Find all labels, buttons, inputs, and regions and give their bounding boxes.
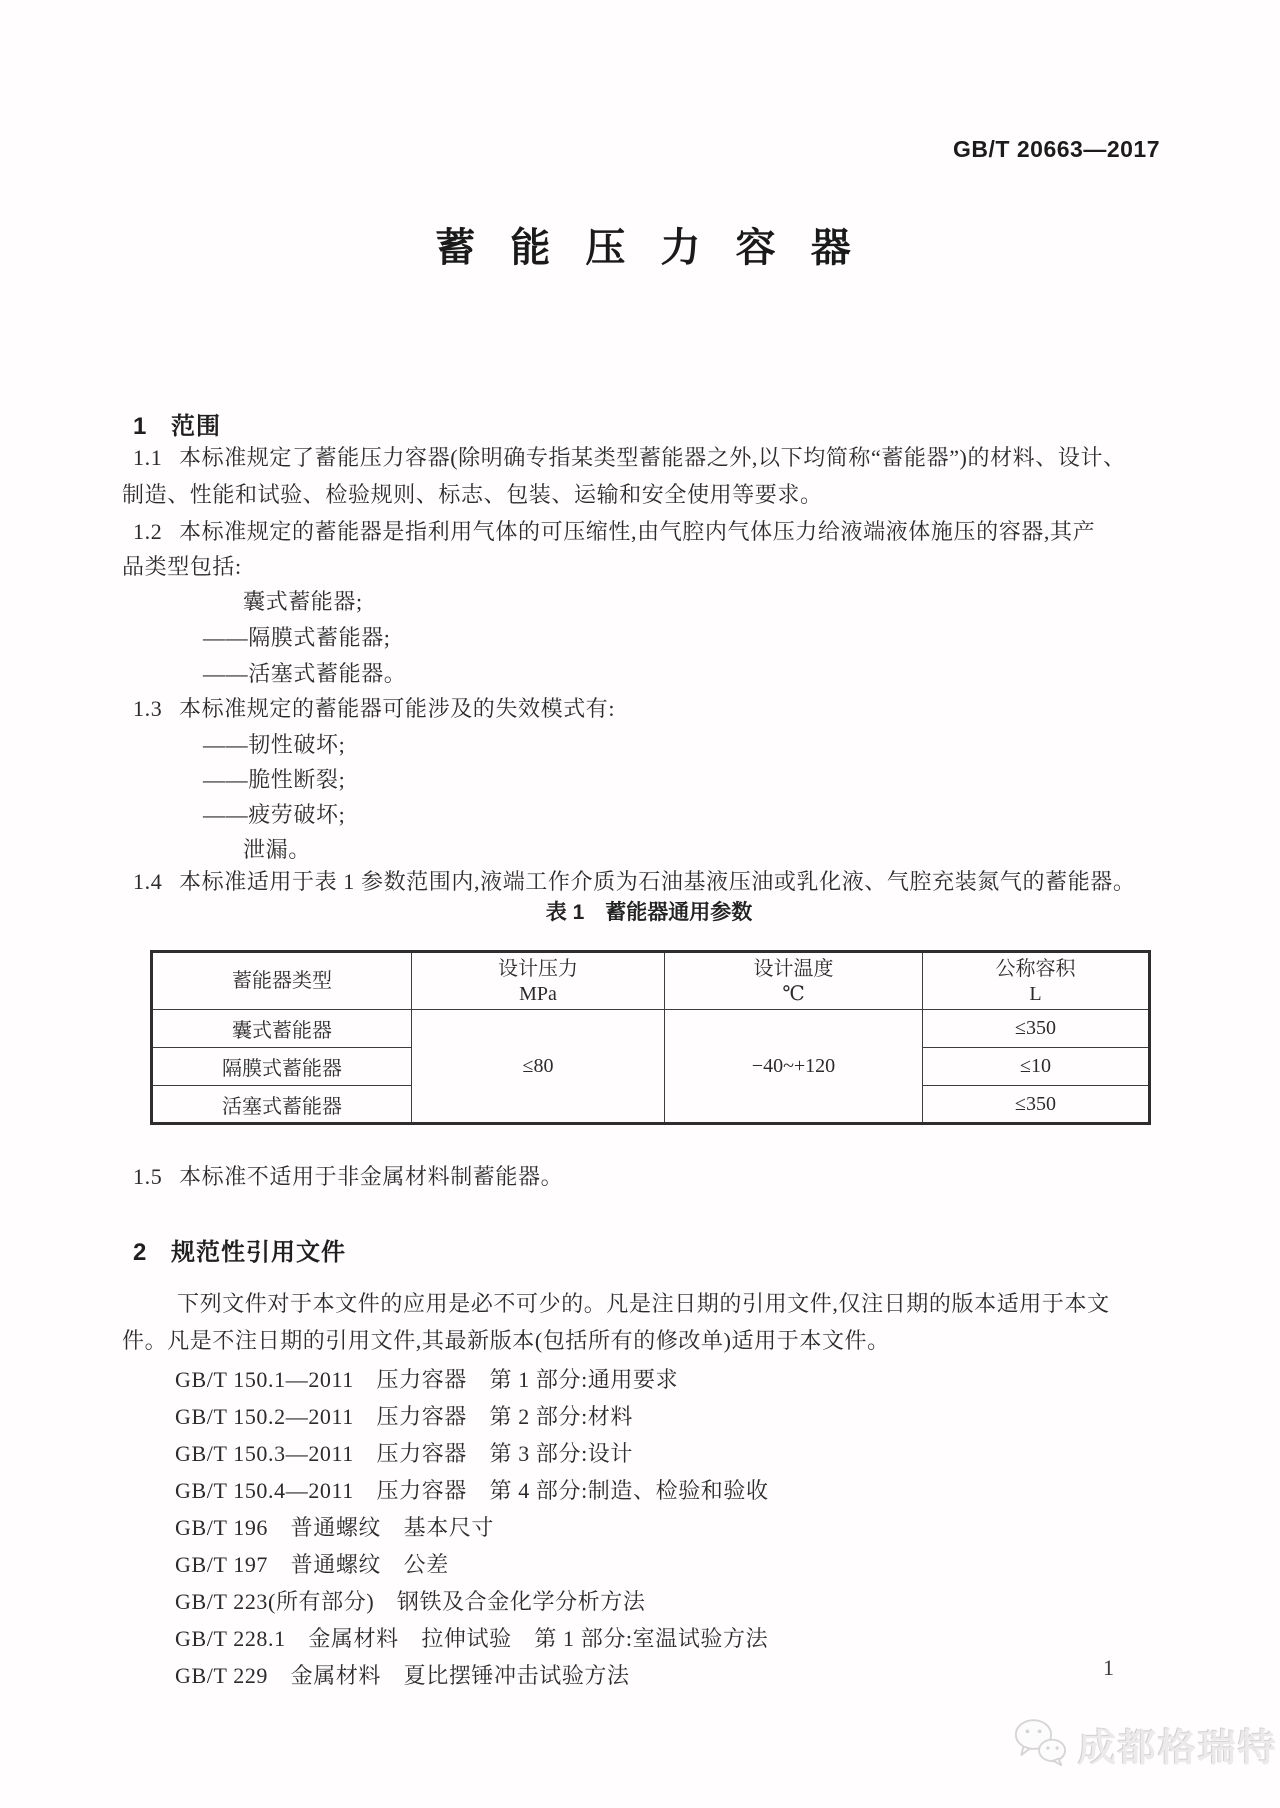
clause-number: 1.5	[133, 1164, 163, 1189]
cell-design-temperature: −40~+120	[665, 1010, 923, 1124]
cell-type-bladder: 囊式蓄能器	[152, 1010, 412, 1048]
reference-item: GB/T 150.1—2011 压力容器 第 1 部分:通用要求	[175, 1367, 679, 1392]
failure-item-leak: 泄漏。	[243, 837, 311, 862]
watermark-text: 成都格瑞特	[1078, 1728, 1279, 1770]
cell-volume-piston: ≤350	[923, 1086, 1150, 1124]
clause-text: 本标准规定了蓄能压力容器(除明确专指某类型蓄能器之外,以下均简称“蓄能器”)的材料、设计、	[179, 445, 1126, 470]
col-unit: ℃	[782, 983, 805, 1005]
col-unit: MPa	[519, 983, 557, 1005]
col-unit: L	[1029, 983, 1042, 1005]
type-list-item-diaphragm: ——隔膜式蓄能器;	[203, 625, 391, 650]
failure-item-brittle: ——脆性断裂;	[203, 767, 346, 792]
col-header-type	[152, 952, 412, 1010]
standard-code: GB/T 20663—2017	[953, 136, 1160, 162]
clause-text: 本标准适用于表 1 参数范围内,液端工作介质为石油基液压油或乳化液、气腔充装氮气的蓄能器。	[179, 869, 1136, 894]
clause-1-4	[133, 868, 1136, 896]
table-header-row	[152, 952, 1150, 1010]
reference-item: GB/T 197 普通螺纹 公差	[175, 1552, 449, 1577]
section-1-heading	[133, 406, 221, 441]
clause-number: 1.2	[133, 519, 163, 544]
document-title: 蓄 能 压 力 容 器	[435, 226, 855, 270]
col-label: 公称容积	[995, 958, 1076, 980]
col-label: 设计压力	[498, 958, 578, 980]
table-row	[152, 1010, 1150, 1048]
wechat-icon	[1012, 1716, 1068, 1773]
section-1-number: 1	[133, 413, 148, 440]
cell-volume-diaphragm: ≤10	[923, 1048, 1150, 1086]
section-2-intro-line-1: 下列文件对于本文件的应用是必不可少的。凡是注日期的引用文件,仅注日期的版本适用于本文	[177, 1291, 1110, 1316]
clause-1-3	[133, 695, 615, 723]
clause-1-5	[133, 1163, 563, 1191]
section-2-title: 规范性引用文件	[171, 1239, 346, 1266]
section-2-intro-line-2: 件。凡是不注日期的引用文件,其最新版本(包括所有的修改单)适用于本文件。	[122, 1328, 890, 1353]
reference-item: GB/T 229 金属材料 夏比摆锤冲击试验方法	[175, 1663, 630, 1688]
cell-design-pressure: ≤80	[412, 1010, 665, 1124]
clause-1-2-line-2: 品类型包括:	[122, 554, 242, 579]
col-header-volume	[923, 952, 1150, 1010]
clause-text: 本标准规定的蓄能器可能涉及的失效模式有:	[179, 696, 616, 721]
page-number: 1	[1103, 1655, 1114, 1680]
watermark	[1012, 1716, 1278, 1773]
clause-text: 本标准规定的蓄能器是指利用气体的可压缩性,由气腔内气体压力给液端液体施压的容器,其产	[179, 519, 1096, 544]
cell-type-diaphragm: 隔膜式蓄能器	[152, 1048, 412, 1086]
clause-number: 1.1	[133, 445, 163, 470]
failure-item-fatigue: ——疲劳破坏;	[203, 802, 346, 827]
reference-item: GB/T 150.4—2011 压力容器 第 4 部分:制造、检验和验收	[175, 1478, 769, 1503]
reference-item: GB/T 196 普通螺纹 基本尺寸	[175, 1515, 495, 1540]
table-1-caption: 表 1 蓄能器通用参数	[545, 901, 753, 924]
reference-item: GB/T 223(所有部分) 钢铁及合金化学分析方法	[175, 1589, 646, 1614]
section-1-title: 范围	[171, 413, 221, 440]
clause-number: 1.3	[133, 696, 163, 721]
col-label: 蓄能器类型	[232, 970, 332, 992]
reference-item: GB/T 150.3—2011 压力容器 第 3 部分:设计	[175, 1441, 634, 1466]
clause-1-1-line-1	[133, 444, 1126, 472]
section-2-heading	[133, 1232, 346, 1267]
cell-type-piston: 活塞式蓄能器	[152, 1086, 412, 1124]
clause-1-1-line-2: 制造、性能和试验、检验规则、标志、包装、运输和安全使用等要求。	[122, 482, 823, 507]
type-list-item-piston: ——活塞式蓄能器。	[203, 661, 407, 686]
col-label: 设计温度	[753, 958, 834, 980]
col-header-pressure	[412, 952, 665, 1010]
clause-text: 本标准不适用于非金属材料制蓄能器。	[179, 1164, 564, 1189]
clause-number: 1.4	[133, 869, 163, 894]
type-list-item-bladder: 囊式蓄能器;	[243, 589, 363, 614]
table-1	[150, 950, 1151, 1125]
reference-item: GB/T 150.2—2011 压力容器 第 2 部分:材料	[175, 1404, 634, 1429]
cell-volume-bladder: ≤350	[923, 1010, 1150, 1048]
col-header-temperature	[665, 952, 923, 1010]
clause-1-2-line-1	[133, 518, 1095, 546]
failure-item-ductile: ——韧性破坏;	[203, 732, 346, 757]
section-2-number: 2	[133, 1239, 148, 1266]
reference-item: GB/T 228.1 金属材料 拉伸试验 第 1 部分:室温试验方法	[175, 1626, 769, 1651]
